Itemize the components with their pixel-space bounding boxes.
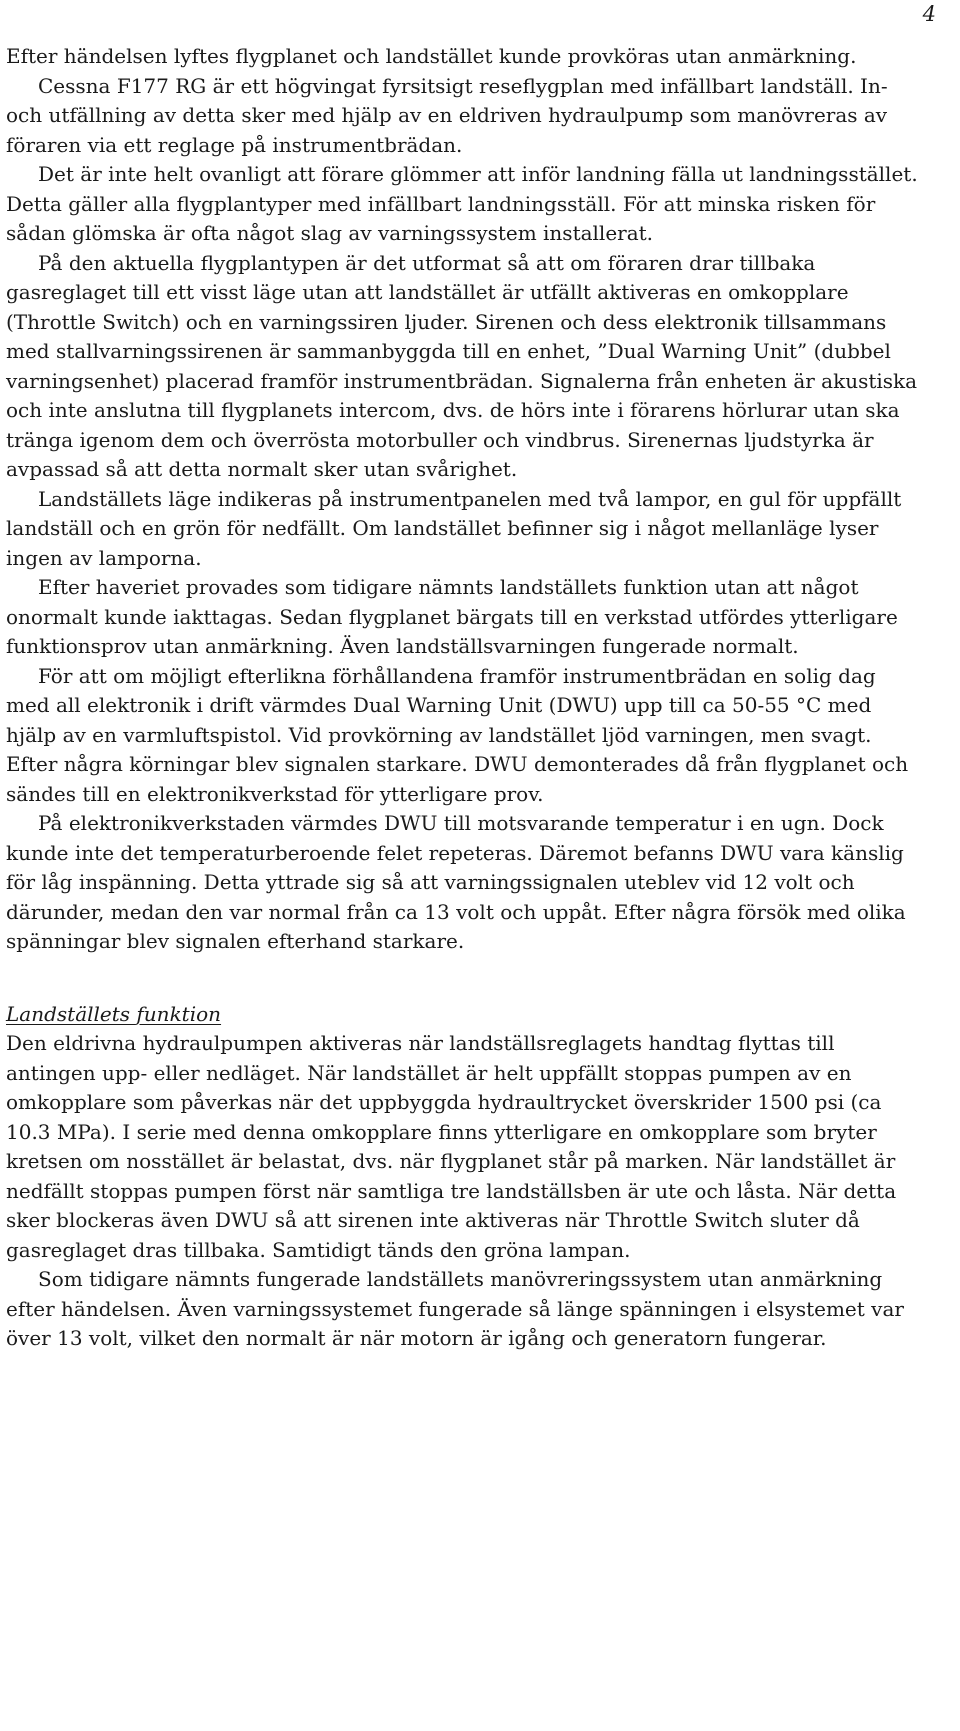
paragraph: Efter haveriet provades som tidigare nämnts landställets funktion utan att något onormalt kunde iakttagas. Sedan flygplanet bärgats till en verkstad utfördes ytterligare funktionsprov utan anmärkning. Även landställsvarningen fungerade normalt. bbox=[6, 575, 898, 658]
page-number: 4 bbox=[922, 2, 936, 26]
paragraph: På elektronikverkstaden värmdes DWU till motsvarande temperatur i en ugn. Dock kunde inte det temperaturberoende felet repeteras. Däremot befanns DWU vara känslig för låg inspänning. Detta yttrade sig så att varningssignalen uteblev vid 12 volt och därunder, medan den var normal från ca 13 volt och uppåt. Efter några försök med olika spänningar blev signalen efterhand starkare. bbox=[6, 811, 906, 953]
paragraph: Som tidigare nämnts fungerade landställets manövreringssystem utan anmärkning efter händelsen. Även varningssystemet fungerade så länge spänningen i elsystemet var över 13 volt, vilket den normalt är när motorn är igång och generatorn fungerar. bbox=[6, 1267, 904, 1350]
paragraph: Landställets läge indikeras på instrumentpanelen med två lampor, en gul för uppfällt landställ och en grön för nedfällt. Om landstället befinner sig i något mellanläge lyser ingen av lamporna. bbox=[6, 486, 902, 570]
document-body bbox=[6, 42, 924, 1354]
section-heading: Landställets funktion bbox=[6, 1001, 222, 1026]
paragraph: Cessna F177 RG är ett högvingat fyrsitsigt reseflygplan med infällbart landställ. In- och utfällning av detta sker med hjälp av en eldriven hydraulpump som manövreras av föraren via ett reglage på instrumentbrädan. bbox=[6, 73, 888, 157]
paragraph: Efter händelsen lyftes flygplanet och landstället kunde provköras utan anmärkning. bbox=[6, 44, 857, 68]
paragraph: Den eldrivna hydraulpumpen aktiveras när landställsreglagets handtag flyttas till antingen upp- eller nedläget. När landstället är helt uppfällt stoppas pumpen av en omkopplare som påverkas när det uppbyggda hydraultrycket överskrider 1500 psi (ca 10.3 MPa). I serie med denna omkopplare finns ytterligare en omkopplare som bryter kretsen om nosstället är belastat, dvs. när flygplanet står på marken. När landstället är nedfällt stoppas pumpen först när samtliga tre landställsben är ute och låsta. När detta sker blockeras även DWU så att sirenen inte aktiveras när Throttle Switch sluter då gasreglaget dras tillbaka. Samtidigt tänds den gröna lampan. bbox=[6, 1031, 897, 1262]
paragraph: För att om möjligt efterlikna förhållandena framför instrumentbrädan en solig dag med all elektronik i drift värmdes Dual Warning Unit (DWU) upp till ca 50-55 °C med hjälp av en varmluftspistol. Vid provkörning av landstället ljöd varningen, men svagt. Efter några körningar blev signalen starkare. DWU demonterades då från flygplanet och sändes till en elektronikverkstad för ytterligare prov. bbox=[6, 663, 909, 806]
paragraph: Det är inte helt ovanligt att förare glömmer att inför landning fälla ut landningsstället. Detta gäller alla flygplantyper med infällbart landningsställ. För att minska risken för sådan glömska är ofta något slag av varningssystem installerat. bbox=[6, 162, 918, 245]
paragraph: På den aktuella flygplantypen är det utformat så att om föraren drar tillbaka gasreglaget till ett visst läge utan att landstället är utfällt aktiveras en omkopplare (Throttle Switch) och en varningssiren ljuder. Sirenen och dess elektronik tillsammans med stallvarningssirenen är sammanbyggda till en enhet, ”Dual Warning Unit” (dubbel varningsenhet) placerad framför instrumentbrädan. Signalerna från enheten är akustiska och inte anslutna till flygplanets intercom, dvs. de hörs inte i förarens hörlurar utan ska tränga igenom dem och överrösta motorbuller och vindbrus. Sirenernas ljudstyrka är avpassad så att detta normalt sker utan svårighet. bbox=[6, 250, 918, 481]
